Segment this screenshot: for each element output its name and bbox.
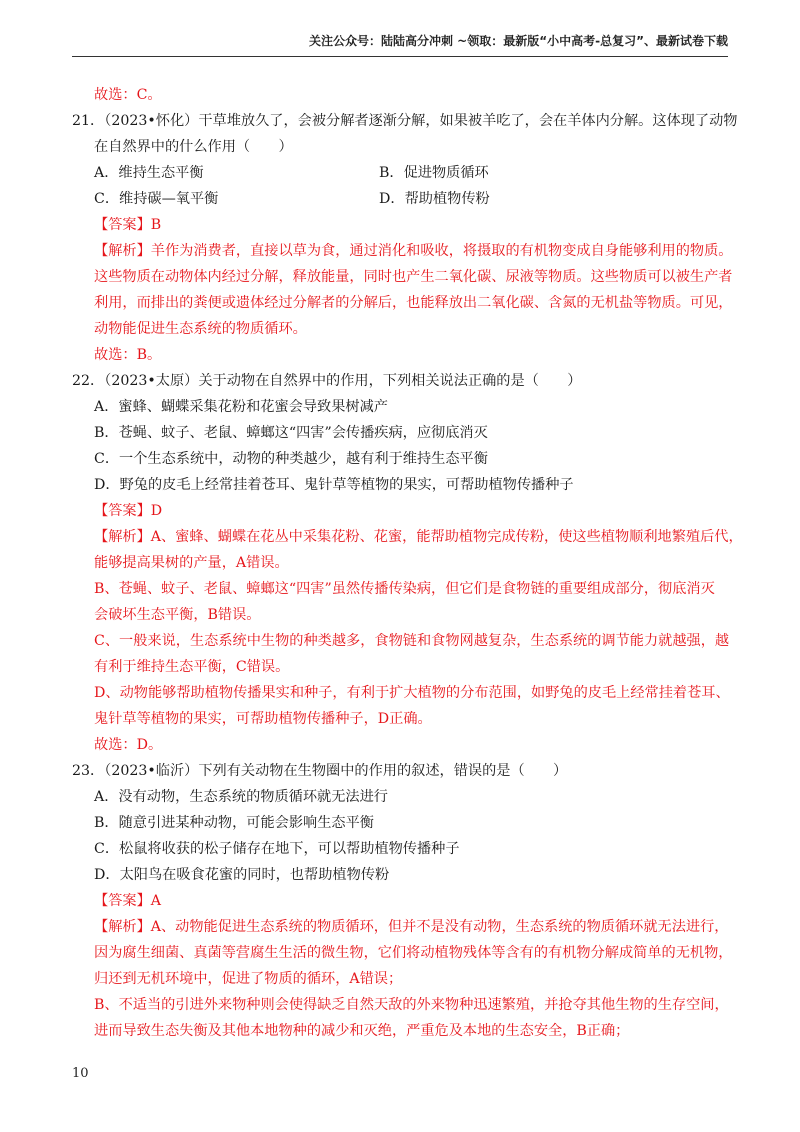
question-22-analysis-line: 有利于维持生态平衡，C错误。	[94, 659, 290, 675]
question-21	[72, 108, 738, 368]
question-23-analysis-line: 进而导致生态失衡及其他本地物种的减少和灭绝，严重危及本地的生态安全，B正确；	[94, 1023, 630, 1039]
question-21-options-row2	[72, 186, 732, 212]
question-21-conclusion: 故选：B。	[94, 347, 162, 363]
question-22-option: D．野兔的皮毛上经常挂着苍耳、鬼针草等植物的果实，可帮助植物传播种子	[94, 477, 574, 493]
question-21-stem-line1: 21．（2023•怀化）干草堆放久了，会被分解者逐渐分解，如果被羊吃了，会在羊体内分解。这体现了动物	[72, 113, 738, 129]
question-22-option: A．蜜蜂、蝴蝶采集花粉和花蜜会导致果树减产	[94, 399, 388, 415]
page-header: 关注公众号：陆陆高分冲刺 ~领取：最新版“小中高考-总复习”、最新试卷下载	[309, 34, 728, 48]
question-22-analysis-line: 能够提高果树的产量，A错误。	[94, 555, 289, 571]
option-c: C．维持碳—氧平衡	[94, 191, 219, 207]
question-22-conclusion: 故选：D。	[94, 737, 163, 753]
question-22-analysis-line: D、动物能够帮助植物传播果实和种子，有利于扩大植物的分布范围，如野兔的皮毛上经常挂着苍耳、	[94, 685, 730, 701]
question-22-analysis-line: 会破坏生态平衡，B错误。	[94, 607, 261, 623]
question-23-analysis-line: 归还到无机环境中，促进了物质的循环，A错误；	[94, 971, 403, 987]
question-22-answer: 【答案】D	[94, 503, 163, 519]
question-23-analysis-line: 因为腐生细菌、真菌等营腐生生活的微生物，它们将动植物残体等含有的有机物分解成简单的无机物，	[94, 945, 733, 961]
question-21-analysis-line: 动物能促进生态系统的物质循环。	[94, 321, 307, 337]
document-body	[72, 82, 743, 1044]
question-22	[72, 368, 743, 758]
previous-conclusion: 故选：C。	[94, 87, 162, 103]
question-22-stem: 22．（2023•太原）关于动物在自然界中的作用，下列相关说法正确的是（ ）	[72, 373, 582, 389]
question-23-option: C．松鼠将收获的松子储存在地下，可以帮助植物传播种子	[94, 841, 460, 857]
question-23	[72, 758, 732, 1044]
question-22-analysis-line: C、一般来说，生态系统中生物的种类越多，食物链和食物网越复杂，生态系统的调节能力就越强，越	[94, 633, 730, 649]
header-divider	[72, 56, 728, 57]
option-d: D．帮助植物传粉	[379, 191, 490, 207]
question-23-option: D．太阳鸟在吸食花蜜的同时，也帮助植物传粉	[94, 867, 390, 883]
question-23-option: A．没有动物，生态系统的物质循环就无法进行	[94, 789, 388, 805]
question-23-answer: 【答案】A	[94, 893, 161, 909]
question-23-stem: 23．（2023•临沂）下列有关动物在生物圈中的作用的叙述，错误的是（ ）	[72, 763, 568, 779]
question-22-option: C．一个生态系统中，动物的种类越少，越有利于维持生态平衡	[94, 451, 488, 467]
question-22-analysis-line: 鬼针草等植物的果实，可帮助植物传播种子，D正确。	[94, 711, 432, 727]
page-number: 10	[72, 1066, 89, 1081]
question-23-option: B．随意引进某种动物，可能会影响生态平衡	[94, 815, 374, 831]
question-23-analysis-line: B、不适当的引进外来物种则会使得缺乏自然天敌的外来物种迅速繁殖，并抢夺其他生物的生存空间，	[94, 997, 729, 1013]
option-b: B．促进物质循环	[379, 165, 489, 181]
question-22-analysis-line: 【解析】A、蜜蜂、蝴蝶在花丛中采集花粉、花蜜，能帮助植物完成传粉，使这些植物顺利地繁殖后代，	[94, 529, 743, 545]
question-21-analysis-line: 这些物质在动物体内经过分解，释放能量，同时也产生二氧化碳、尿液等物质。这些物质可以被生产者	[94, 269, 733, 285]
question-22-option: B．苍蝇、蚊子、老鼠、蟑螂这“四害”会传播疾病，应彻底消灭	[94, 425, 488, 441]
question-21-options-row1	[72, 160, 732, 186]
question-22-analysis-line: B、苍蝇、蚊子、老鼠、蟑螂这“四害”虽然传播传染病，但它们是食物链的重要组成部分，彻底消灭	[94, 581, 715, 597]
question-21-analysis-line: 利用，而排出的粪便或遗体经过分解者的分解后，也能释放出二氧化碳、含氮的无机盐等物质。可见，	[94, 295, 733, 311]
question-21-analysis-line: 【解析】羊作为消费者，直接以草为食，通过消化和吸收，将摄取的有机物变成自身能够利用的物质。	[94, 243, 733, 259]
question-21-answer: 【答案】B	[94, 217, 162, 233]
question-23-analysis-line: 【解析】A、动物能促进生态系统的物质循环，但并不是没有动物，生态系统的物质循环就无法进行，	[94, 919, 729, 935]
option-a: A．维持生态平衡	[94, 165, 204, 181]
question-21-stem-line2: 在自然界中的什么作用（ ）	[94, 139, 293, 155]
